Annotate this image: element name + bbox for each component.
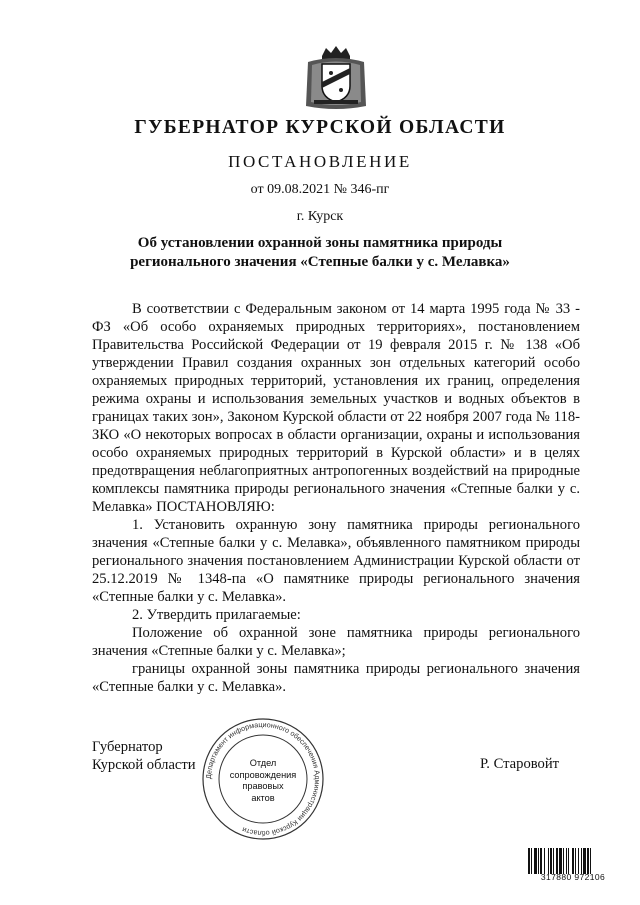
barcode [528, 848, 618, 874]
subject-line-1: Об установлении охранной зоны памятника природы [137, 235, 503, 251]
document-city: г. Курск [296, 209, 344, 224]
signer-position-line-1: Губернатор [92, 739, 163, 755]
stamp-ring-text: Департамент информационного обеспечения Администрации Курской области [203, 719, 323, 839]
barcode-bar [544, 848, 545, 874]
barcode-bar [568, 848, 569, 874]
stamp-center-line-2: сопровождения [229, 769, 297, 780]
barcode-bar [548, 848, 549, 874]
barcode-bar [590, 848, 591, 874]
barcode-bar [575, 848, 576, 874]
document-subject [0, 234, 640, 272]
barcode-bar [531, 848, 532, 874]
subject-line-2: регионального значения «Степные балки у с. Мелавка» [130, 254, 510, 270]
stamp-center-line-1: Отдел [249, 758, 277, 768]
stamp-center-text [222, 758, 304, 804]
governor-title: ГУБЕРНАТОР КУРСКОЙ ОБЛАСТИ [134, 117, 506, 138]
signer-position [92, 738, 196, 774]
barcode-bar [556, 848, 558, 874]
document-body [92, 300, 580, 696]
barcode-bar [572, 848, 574, 874]
body-paragraph-preamble: В соответствии с Федеральным законом от 14 марта 1995 года № 33 - ФЗ «Об особо охраняемых природных территориях», постановлением Правительства Российской Федерации от 19 февраля 2015 г. № 138 «Об утверждении Правил создания охранных зон отдельных категорий особо охраняемых природных территорий, установления их границ, определения режима охраны и использования земельных участков и водных объектов в границах таких зон», Законом Курской области от 22 ноября 2007 года № 118-ЗКО «О некоторых вопросах в области организации, охраны и использования особо охраняемых природных территорий в Курской области» и в целях предотвращения неблагоприятных антропогенных воздействий на природные комплексы памятника природы регионального значения «Степные балки у с. Мелавка» ПОСТАНОВЛЯЮ: [92, 301, 580, 515]
barcode-number: 317880 972106 [540, 872, 606, 882]
signer-name: Р. Старовойт [480, 756, 560, 772]
barcode-bar [550, 848, 552, 874]
barcode-bar [581, 848, 582, 874]
barcode-bar [553, 848, 554, 874]
document-type: ПОСТАНОВЛЕНИЕ [228, 152, 412, 171]
barcode-bar [578, 848, 579, 874]
barcode-bar [528, 848, 530, 874]
stamp-center-line-4: актов [251, 792, 275, 803]
barcode-bar [563, 848, 564, 874]
body-paragraph-item-1: 1. Установить охранную зону памятника природы регионального значения «Степные балки у с. Мелавка», объявленного памятником природы регионального значения постановлением Администрации Курской области от 25.12.2019 № 1348-па «О памятнике природы регионального значения «Степные балки у с. Мелавка». [92, 517, 580, 605]
kursk-coat-of-arms-icon [300, 42, 372, 114]
barcode-bar [587, 848, 589, 874]
barcode-bar [540, 848, 542, 874]
body-paragraph-boundaries: границы охранной зоны памятника природы регионального значения «Степные балки у с. Мелавка». [92, 661, 580, 695]
stamp-center-line-3: правовых [242, 781, 284, 791]
barcode-bar [534, 848, 537, 874]
barcode-bar [566, 848, 567, 874]
barcode-bar [583, 848, 586, 874]
body-paragraph-item-2: 2. Утвердить прилагаемые: [132, 607, 301, 623]
document-date-number: от 09.08.2021 № 346-пг [250, 182, 390, 197]
signer-position-line-2: Курской области [92, 757, 196, 773]
barcode-bar [559, 848, 562, 874]
barcode-bar [538, 848, 539, 874]
body-paragraph-regulation: Положение об охранной зоне памятника природы регионального значения «Степные балки у с. Мелавка»; [92, 625, 580, 659]
